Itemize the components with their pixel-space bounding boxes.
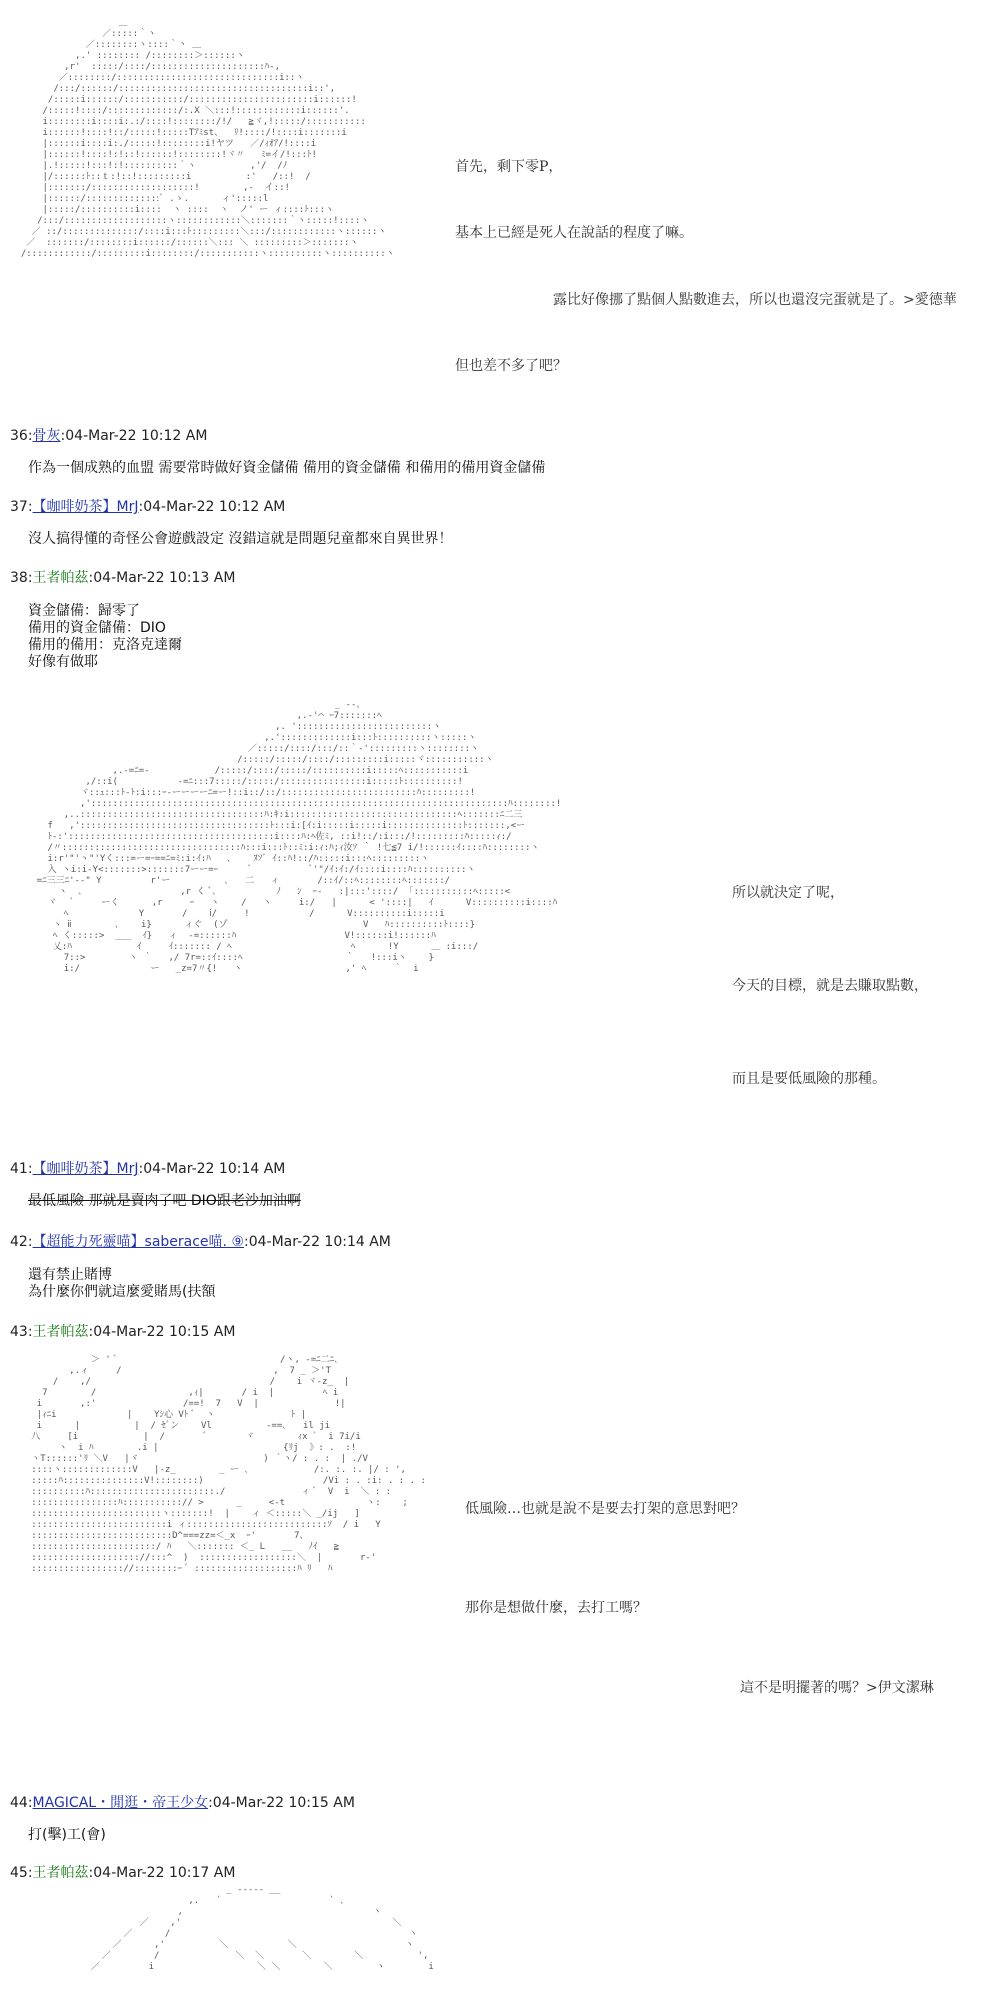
poster-name: 王者帕茲 — [32, 570, 89, 586]
dialog-line: 那你是想做什麼，去打工嗎？ — [465, 1600, 647, 1616]
post-text: 資金儲備：歸零了 — [28, 603, 140, 619]
post-number: 36: — [10, 428, 33, 444]
post-body — [28, 1827, 106, 1844]
post-number: 38: — [10, 570, 33, 586]
post-text: 好像有做耶 — [28, 654, 98, 670]
dialog-line: 而且是要低風險的那種。 — [732, 1071, 886, 1087]
post-number: 45: — [10, 1865, 33, 1881]
post-number: 42: — [10, 1234, 33, 1250]
post-header — [10, 1231, 391, 1251]
post-header — [10, 496, 285, 516]
dialog-line: 今天的目標，就是去賺取點數， — [732, 978, 928, 994]
poster-name-link[interactable]: 【超能力死靈喵】saberace喵. ⑨ — [32, 1234, 245, 1250]
post-number: 43: — [10, 1324, 33, 1340]
poster-name-link[interactable]: MAGICAL・閒逛・帝王少女 — [32, 1795, 209, 1811]
poster-name-link[interactable]: 【咖啡奶茶】MrJ — [32, 1161, 139, 1177]
post-header — [10, 1862, 235, 1882]
dialog-line: 所以就決定了呢， — [732, 885, 844, 901]
post-text: 沒人搞得懂的奇怪公會遊戲設定 沒錯這就是問題兒童都來自異世界！ — [28, 531, 453, 547]
post-text: 為什麼你們就這麼愛賭馬(扶額 — [28, 1284, 216, 1300]
post-body — [28, 1193, 301, 1210]
post-header — [10, 1321, 235, 1341]
post-header — [10, 1158, 285, 1178]
post-body — [28, 531, 452, 548]
post-timestamp: :04-Mar-22 10:15 AM — [208, 1795, 355, 1811]
post-header — [10, 425, 207, 445]
post-header — [10, 567, 235, 587]
poster-name-link[interactable]: 骨灰 — [32, 428, 61, 444]
dialog-line: 這不是明擺著的嗎？>伊文潔琳 — [740, 1680, 934, 1696]
dialog-line: 基本上已經是死人在說話的程度了嘛。 — [455, 225, 693, 241]
post-body — [28, 1267, 215, 1301]
ascii-art-character-4: _ ‐-‐-‐ __ ,. ´ ` ､ , ヽ ／ ,' ＼ ／ / ヽ ／ ,' ＼ ＼ ヽ ／ / ＼ ＼ ＼ ＼ ', ／ i ＼ ＼ ＼ ヽ i — [90, 1885, 434, 1972]
post-number: 37: — [10, 499, 33, 515]
post-text: 最低風險 那就是賣肉了吧 DIO跟老沙加油啊 — [28, 1193, 301, 1209]
post-text: 作為一個成熟的血盟 需要常時做好資金儲備 備用的資金儲備 和備用的備用資金儲備 — [28, 460, 546, 476]
post-text: 備用的資金儲備：DIO — [28, 620, 166, 636]
poster-name: 王者帕茲 — [32, 1324, 89, 1340]
ascii-art-character-3: ＞ ' ﾞ /ヽ, -=ﾆ二ﾆ､ ,.ィ / , 7 _ ＞'T / ,/ / i ヾ-z_ | 7 / ,ｨ| / i | ﾍ i i ,:' /==! 7 V | !| |ｨﾆi | Yｼ心 Vﾄ ﾞ ヽ ﾄ | i | | / ｾﾞン Vl -==､ il ji 八 [i | / ﾞ ヾ ｨx ﾞ i 7i/i ヽ i ﾊ .i | {ﾘj 》: . :! ヽT::::::'ﾘ ＼V |ヾ ) ｀ヽ/ : . : | ./V ::::ヽ:::::::::::::V |-z_ _ ー ､ /:. :. :. |/ : ', :::::ﾊ:::::::::::::::V!::::::::) /Vi : . :i: . : . : ::::::::::ﾊ:::::::::::::::::::::::./ ィ ﾞ V i ＼ : : ::::::::::::::::ﾊ:::::::::::// > _ <-t ヽ: ; ::::::::::::::::::::::::ヽ:::::::! | ィ ＜:::::＼ _/ij ] :::::::::::::::::::::::::i ィ::::::::::::::::::::::::::ｿ / i Y ::::::::::::::::::::::::::D^===zz=＜_x ｰ' 7、 :::::::::::::::::::::::/ ﾊ ＼::::::: ＜_ L __ ﾉｲ ≧ :::::::::::::::::::://:::^ ) ::::::::::::::::::＼ | r-' ::::::::::::::::://::::::::ｰ ﾞ :::::::::::::::::::ﾊ ﾘ ﾊ — [31, 1355, 426, 1574]
post-timestamp: :04-Mar-22 10:12 AM — [138, 499, 286, 515]
dialog-line: 但也差不多了吧？ — [455, 358, 567, 374]
post-body — [28, 603, 182, 671]
dialog-line: 露比好像挪了點個人點數進去，所以也還沒完蛋就是了。>愛德華 — [553, 292, 957, 308]
poster-name: 王者帕茲 — [32, 1865, 89, 1881]
post-body — [28, 460, 545, 477]
post-text: 還有禁止賭博 — [28, 1267, 112, 1283]
post-timestamp: :04-Mar-22 10:13 AM — [88, 570, 236, 586]
post-timestamp: :04-Mar-22 10:17 AM — [88, 1865, 236, 1881]
post-text: 打(擊)工(會) — [28, 1827, 106, 1843]
post-timestamp: :04-Mar-22 10:14 AM — [138, 1161, 286, 1177]
post-text: 備用的備用：克洛克達爾 — [28, 637, 182, 653]
post-number: 41: — [10, 1161, 33, 1177]
post-timestamp: :04-Mar-22 10:15 AM — [88, 1324, 236, 1340]
post-header — [10, 1792, 355, 1812]
dialog-line: 首先，剩下零P， — [455, 159, 563, 175]
ascii-art-character-2: _ ‐-､ ,.‐'⌒ ｰ7:::::::ﾍ ,. ':::::::::::::::::::::::::ヽ ,.':::::::::::::i:::ﾄ::::::::::ヽ:::::ヽ ／:::::/::::/:::/::｀‐':::::::::ヽ::::::::ヽ /:::::/:::::/::::/:::::::::i:::::ヾ:::::::::::ヽ ,.-=ﾆ=- /:::::/::::/:::::/::::::::::i:::::ﾍ:::::::::::i ,/::i( -=ﾆ:::7:::::/:::::/::::::::::::::::i:::::ﾄ::::::::::! ヾ::ｭ:::ﾄ-ﾄ:i:::ｰ‐ーーーーﾆ=ー!::i::/::/:::::::::::::::::::::::::ﾊ:::::::::! ,':::::::::::::::::::::::::::::::::::::::::::::::::::::::::::::::::::::::::::::ﾊ::::::::! ,..::::::::::::::::::::::::::::::::::ﾊ:ｷ:i:::::::::::::::::::::::::::::::ﾍ:::::::ﾆ二三 f ,':::::::::::::::::::::::::::::::::::ﾄ:::i:[ｲ:i:::::i:::::i::::::::::::::ﾄ:::::::,<ー ﾄ-:'::::::::::::::::::::::::::::::::::::::i::::ﾊ:ﾍ佐ﾐ, ::i!::/:i:::/!:::::::::ﾊ:::::ｨ:/ /〃:::::::::::::::::::::::::::::::::ﾊ:::i:::ﾄ::ﾐ:i:ｨ:ﾊ;ｨ汝ｿ ｀ !七≦7 i/!::::::ｲ::::ﾊ::::::::ヽ i:r'"'ヽ"'Yく:::=ー=ｰ==ﾆ=ﾐ:i:ｲ:ﾊ ､ ﾇｿﾞ ｲ::ﾊ!::/ﾊ:::::i:::ﾍ:::::::::ヽ 入 ヽi:i-Y<:::::::>:::::::7ーー=ｰ ﾞ ﾞ'"/ｲ:ｲ:/ｲ::::i::::ﾊ::::::::::ヽ =ﾆ三三ﾆ'-‐" Y r'ー ､ 二 ィ /::ｲ/::ﾍ::::::::ﾍ:::::::/ ヽ ､ ,r く ﾞ､ ﾉ ﾝ ｰ- :|:::'::::/ ｢:::::::::::ﾍ:::::< ヾ ﾞ ーく ,r ｰ ヽ / ヽ i:/ | < '::::| ｲ V::::::::::i::::ﾊ ﾍ Y / ⅰ/ ! / V::::::::::i:::::i ヽ ⅱ ､ i} ィぐ (ゾ V ﾊ::::::::::ﾄ::::} ﾍ く:::::> ___ ｲ} ィ ‐=::::::ﾊ V!::::::i!::::::ﾊ 乂:ﾊ ｲ ｲ::::::: / ﾍ ﾍ !Y ＿ :i:::/ 7::> ヽ ｀ ,/ 7r=::ｲ::::ﾍ ｀ !:::iヽ } i:/ ー _z=7〃{! ヽ ,' ﾍ ｀ i — [36, 700, 562, 974]
post-timestamp: :04-Mar-22 10:14 AM — [244, 1234, 391, 1250]
ascii-art-character-1: ＿ ／:::::｀ヽ ／::::::::ヽ::::｀丶 ＿ ,.' :::::::: /::::::::＞::::::ヽ ,r' :::::/::::/:::::::::::::::::::::ﾊ-, ／::::::::/::::::::::::::::::::::::::::::i::ヽ /:::/::::::/:::::::::::::::::::::::::::::::::::i::', /:::::i::::::/:::::::::::/:::::::::::::::::::::::i::::::! /:::::!::::/:::::::::::::/:.X ＼:::!::::::::::::i::::::'. i::::::::i::::i:.:/::::!::::::::/!/ ≧ヾ,!:::::/::::::::::: i::::::!::::!::/:::::!:::::Tｱﾐst、 ﾘ!::::/!::::i:::::::i |::::::i::::i:./:::::!::::::::i!ヤツ ／/ｨｵｱ/!::::i |::::::!::::!:!::!::::::!::::::::!ヾ〃 ﾐ=イ/!:::ﾄ! |.!:::::!:::!:!::::::::::｀ヽ ,'/ /ﾉ |/::::::ﾄ::ｔ:!::!:::::::::i :' /::! / |:::::::/:::::::::::::::::::! ,- イ::! |::::::/::::::::::::::ﾞ .ゝ. ィ':::::l |:::::/::::::::::i:::: ヽ :::: ヽ ノ' ー ィ::::ﾄ:::ヽ /:::/:::::::::::::::::::ヽ::::::::::::＼:::::::｀ヽ:::::!::::ヽ ／ ::/::::::::::::::/::::i:::ﾄ:::::::::＼:::/::::::::::::ヽ::::::ヽ ／ :::::::/::::::::i::::::/::::::＼::: ＼ :::::::::＞:::::::ヽ /::::::::::::/:::::::::i::::::::/:::::::::::ヽ::::::::::ヽ::::::::::ヽ — [20, 18, 395, 259]
post-number: 44: — [10, 1795, 33, 1811]
post-timestamp: :04-Mar-22 10:12 AM — [60, 428, 208, 444]
poster-name-link[interactable]: 【咖啡奶茶】MrJ — [32, 499, 139, 515]
dialog-line: 低風險…也就是說不是要去打架的意思對吧？ — [465, 1501, 745, 1517]
